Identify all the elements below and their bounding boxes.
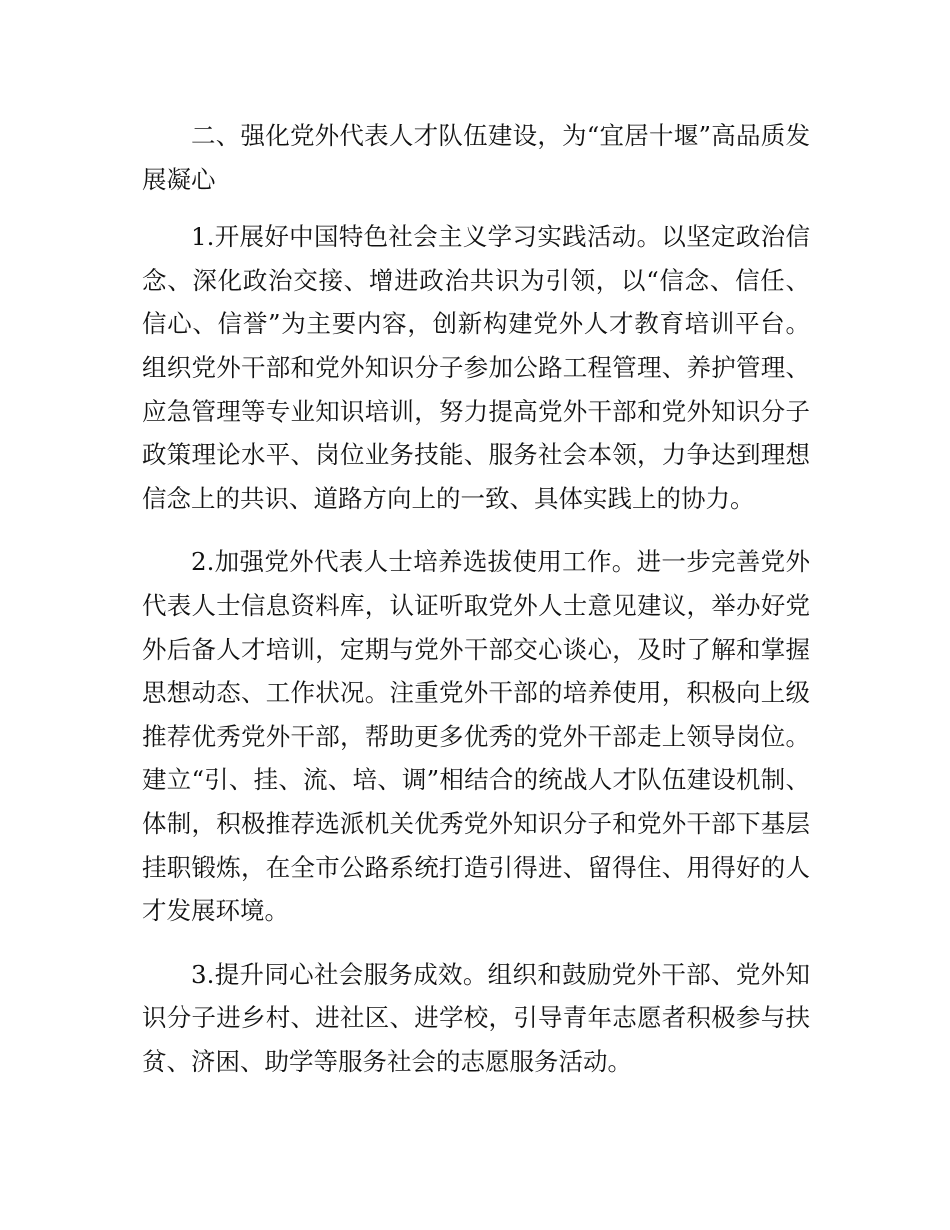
paragraph-1: 1.开展好中国特色社会主义学习实践活动。以坚定政治信念、深化政治交接、增进政治共识为引领，以“信念、信任、信心、信誉”为主要内容，创新构建党外人才教育培训平台。组织党外干部和党外知识分子参加公路工程管理、养护管理、应急管理等专业知识培训，努力提高党外干部和党外知识分子政策理论水平、岗位业务技能、服务社会本领，力争达到理想信念上的共识、道路方向上的一致、具体实践上的协力。 bbox=[142, 222, 810, 513]
paragraph-2: 2.加强党外代表人士培养选拔使用工作。进一步完善党外代表人士信息资料库，认证听取党外人士意见建议，举办好党外后备人才培训，定期与党外干部交心谈心，及时了解和掌握思想动态、工作状况。注重党外干部的培养使用，积极向上级推荐优秀党外干部，帮助更多优秀的党外干部走上领导岗位。建立“引、挂、流、培、调”相结合的统战人才队伍建设机制、体制，积极推荐选派机关优秀党外知识分子和党外干部下基层挂职锻炼，在全市公路系统打造引得进、留得住、用得好的人才发展环境。 bbox=[142, 547, 810, 926]
paragraph-3: 3.提升同心社会服务成效。组织和鼓励党外干部、党外知识分子进乡村、进社区、进学校，引导青年志愿者积极参与扶贫、济困、助学等服务社会的志愿服务活动。 bbox=[142, 959, 810, 1076]
section-heading: 二、强化党外代表人才队伍建设，为“宜居十堰”高品质发展凝心 bbox=[142, 121, 810, 194]
document-body bbox=[142, 114, 810, 1103]
